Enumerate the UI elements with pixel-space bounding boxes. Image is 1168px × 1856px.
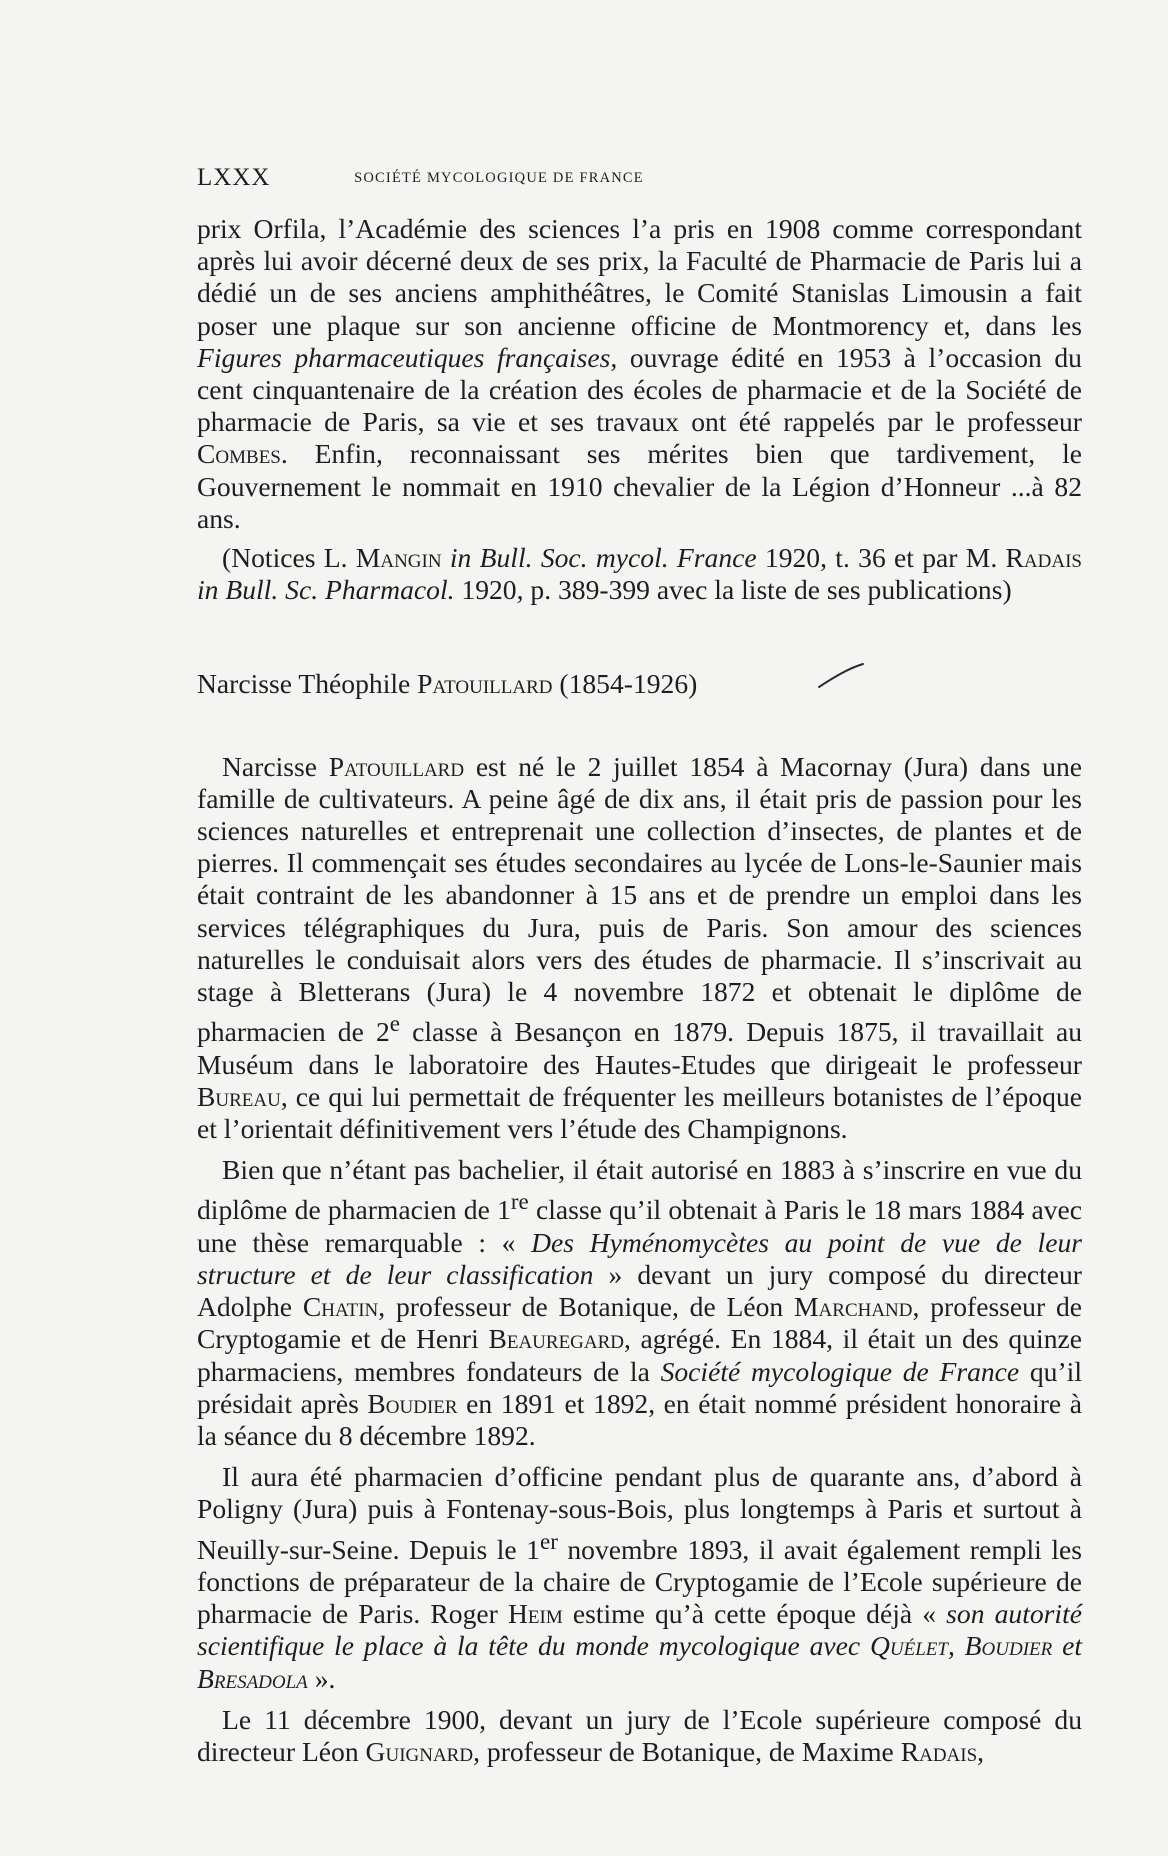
text-run: , [977, 1736, 985, 1768]
paragraph-pharmacy-career [197, 1461, 1082, 1695]
pen-stroke-mark [817, 662, 865, 690]
person-name: Bresadola [197, 1662, 308, 1694]
page-number: LXXX [197, 164, 271, 191]
paragraph-notices [197, 542, 1082, 606]
section-heading [197, 668, 1082, 700]
person-name: Marchand [794, 1291, 913, 1323]
superscript: e [389, 1011, 400, 1037]
running-head [197, 164, 801, 196]
text-run: , professeur de Botanique, de Maxime [473, 1736, 901, 1768]
person-name: Bureau [197, 1080, 281, 1112]
person-name: Chatin [302, 1291, 379, 1323]
text-run: » devant un jury composé du directeur Adolphe [197, 1259, 1082, 1323]
text-run: 1920, p. 389-399 avec la liste de ses publications) [454, 574, 1012, 606]
text-run [442, 542, 450, 573]
person-name: Radais [1005, 542, 1082, 574]
italic-title: Des Hyménomycètes au point de vue de leur structure et de leur classification [197, 1226, 1082, 1291]
italic-title: in Bull. Soc. mycol. France [449, 542, 757, 574]
italic-quote: et [1052, 1630, 1082, 1662]
text-run: prix Orfila, l’Académie des sciences l’a pris en 1908 comme correspondant après lui avoir décerné deux de ses prix, la Faculté de Pharmacie de Paris lui a dédié un de ses anciens amphithéâtres, le Comité Stanislas Limousin a fait poser une plaque sur son ancienne officine de Montmorency et, dans les [197, 213, 1082, 341]
person-name: Patouillard [328, 750, 465, 782]
text-run: , professeur de Cryptogamie et de Henri [197, 1291, 1082, 1355]
italic-title: Figures pharmaceutiques françaises, [197, 341, 618, 373]
text-run: , professeur de Botanique, de Léon [378, 1291, 795, 1323]
person-name: Guignard [365, 1736, 474, 1768]
text-run: ouvrage édité en 1953 à l’occasion du cent cinquantenaire de la création des écoles de pharmacie et de la Société de pharmacie de Paris, sa vie et ses travaux ont été rappelés par le professeur [197, 341, 1082, 438]
text-run: en 1891 et 1892, en était nommé président honoraire à la séance du 8 décembre 1892. [197, 1387, 1082, 1452]
text-run: (Notices L. [222, 542, 356, 574]
text-run: classe qu’il obtenait à Paris le 18 mars 1884 avec une thèse remarquable : « [197, 1194, 1082, 1258]
text-run: est né le 2 juillet 1854 à Macornay (Jura) dans une famille de cultivateurs. A peine âgé de dix ans, il était pris de passion pour les sciences naturelles et entreprenait une collection d’insectes, de plantes et de pierres. Il commençait ses études secondaires au lycée de Lons-le-Saunier mais était contraint de les abandonner à 15 ans et de prendre un emploi dans les services télégraphiques du Jura, puis de Paris. Son amour des sciences naturelles le conduisait alors vers des études de pharmacie. Il s’inscrivait au stage à Bletterans (Jura) le 4 novembre 1872 et obtenait le diplôme de pharmacien de 2 [197, 750, 1083, 1048]
person-name: Beauregard [488, 1323, 625, 1355]
text-run: Le 11 décembre 1900, devant un jury de l’Ecole supérieure composé du directeur Léon [197, 1703, 1082, 1768]
italic-quote: son autorité scientifique le place à la tête du monde mycologique avec [197, 1598, 1083, 1662]
person-name: Combes [197, 438, 281, 470]
journal-title: SOCIÉTÉ MYCOLOGIQUE DE FRANCE [354, 170, 644, 186]
person-name: Patouillard [417, 668, 553, 700]
superscript: re [510, 1189, 529, 1215]
text-run: classe à Besançon en 1879. Depuis 1875, il travaillait au Muséum dans le laboratoire des Hautes-Etudes que dirigeait le professeur [197, 1016, 1082, 1080]
text-run: , agrégé. En 1884, il était un des quinze pharmaciens, membres fondateurs de la [197, 1323, 1082, 1387]
person-name: Radais [900, 1736, 978, 1768]
person-name: Boudier [367, 1387, 458, 1419]
paragraph-orfila [197, 213, 1082, 535]
italic-title: in Bull. Sc. Pharmacol. [197, 574, 455, 606]
paragraph-biography-early [197, 751, 1082, 1146]
italic-title: Société mycologique de France [660, 1355, 1020, 1387]
text-run: Il aura été pharmacien d’officine pendant plus de quarante ans, d’abord à Poligny (Jura) puis à Fontenay-sous-Bois, plus longtemps à Paris et surtout à Neuilly-sur-Seine. Depuis le 1 [197, 1461, 1082, 1565]
heading-dates: (1854-1926) [552, 668, 698, 700]
text-run: qu’il présidait après [197, 1355, 1083, 1419]
text-run: novembre 1893, il avait également rempli les fonctions de préparateur de la chaire de Cryptogamie de l’Ecole supérieure de pharmacie de Paris. Roger [197, 1533, 1082, 1630]
text-run: 1920, t. 36 et par M. [756, 542, 1006, 574]
person-name: Mangin [355, 542, 442, 574]
person-name: Quélet, Boudier [869, 1630, 1053, 1662]
heading-text: Narcisse Théophile [197, 668, 418, 700]
paragraph-thesis [197, 1154, 1082, 1452]
text-run: Narcisse [222, 750, 329, 782]
text-run: estime qu’à cette époque déjà « [562, 1598, 947, 1630]
text-run: ». [307, 1662, 336, 1694]
text-run: Bien que n’étant pas bachelier, il était autorisé en 1883 à s’inscrire en vue du diplôme de pharmacien de 1 [197, 1154, 1082, 1226]
body-text [197, 213, 1082, 1768]
superscript: er [539, 1528, 558, 1554]
person-name: Heim [507, 1598, 563, 1630]
text-run: , ce qui lui permettait de fréquenter les meilleurs botanistes de l’époque et l’orientait définitivement vers l’étude des Champignons. [197, 1080, 1082, 1145]
paragraph-jury-1900 [197, 1704, 1082, 1768]
text-run: . Enfin, reconnaissant ses mérites bien que tardivement, le Gouvernement le nommait en 1910 chevalier de la Légion d’Honneur ...à 82 ans. [197, 438, 1082, 534]
